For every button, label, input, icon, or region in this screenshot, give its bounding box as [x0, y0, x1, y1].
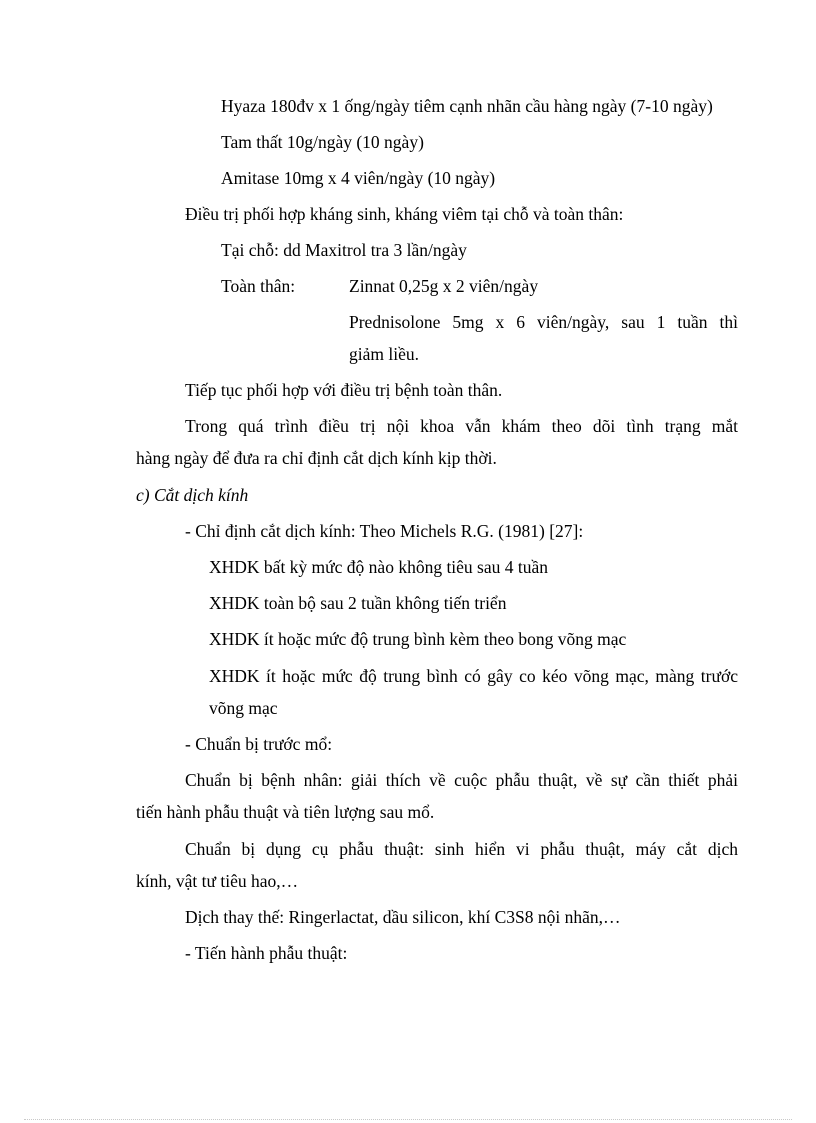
indication-item-3: XHDK ít hoặc mức độ trung bình kèm theo bong võng mạc — [209, 629, 627, 649]
patient-prep-line1: Chuẩn bị bệnh nhân: giải thích về cuộc phẫu thuật, về sự cần thiết phải — [185, 770, 738, 790]
treatment-line-hyaza: Hyaza 180đv x 1 ống/ngày tiêm cạnh nhãn cầu hàng ngày (7-10 ngày) — [221, 96, 713, 116]
surgery-procedure-heading: - Tiến hành phẫu thuật: — [185, 943, 348, 963]
indication-item-2: XHDK toàn bộ sau 2 tuần không tiến triển — [209, 593, 507, 613]
indication-heading: - Chỉ định cắt dịch kính: Theo Michels R.G. (1981) [27]: — [185, 521, 584, 541]
instrument-prep-line2: kính, vật tư tiêu hao,… — [136, 871, 299, 891]
page-bottom-divider — [24, 1119, 792, 1120]
indication-item-4-line2: võng mạc — [209, 698, 278, 718]
monitoring-paragraph-line1: Trong quá trình điều trị nội khoa vẫn khám theo dõi tình trạng mắt — [185, 416, 738, 436]
systemic-prednisolone-line: Prednisolone 5mg x 6 viên/ngày, sau 1 tuần thì — [349, 312, 738, 332]
instrument-prep-line1: Chuẩn bị dụng cụ phẫu thuật: sinh hiển vi phẫu thuật, máy cắt dịch — [185, 839, 738, 859]
patient-prep-line2: tiến hành phẫu thuật và tiên lượng sau mổ. — [136, 802, 435, 822]
treatment-line-tam-that: Tam thất 10g/ngày (10 ngày) — [221, 132, 424, 152]
indication-item-4-line1: XHDK ít hoặc mức độ trung bình có gây co kéo võng mạc, màng trước — [209, 666, 738, 686]
continue-systemic-paragraph: Tiếp tục phối hợp với điều trị bệnh toàn thân. — [185, 380, 503, 400]
systemic-label: Toàn thân: — [221, 276, 296, 296]
combined-treatment-heading: Điều trị phối hợp kháng sinh, kháng viêm tại chỗ và toàn thân: — [185, 204, 624, 224]
treatment-line-amitase: Amitase 10mg x 4 viên/ngày (10 ngày) — [221, 168, 496, 188]
section-heading-vitrectomy: c) Cắt dịch kính — [136, 485, 249, 505]
indication-item-1: XHDK bất kỳ mức độ nào không tiêu sau 4 tuần — [209, 557, 549, 577]
replacement-fluid-line: Dịch thay thế: Ringerlactat, dầu silicon, khí C3S8 nội nhãn,… — [185, 907, 621, 927]
systemic-zinnat-line: Zinnat 0,25g x 2 viên/ngày — [349, 276, 539, 296]
local-treatment-line: Tại chỗ: dd Maxitrol tra 3 lần/ngày — [221, 240, 467, 260]
preop-heading: - Chuẩn bị trước mổ: — [185, 734, 333, 754]
monitoring-paragraph-line2: hàng ngày để đưa ra chỉ định cắt dịch kính kịp thời. — [136, 448, 497, 468]
systemic-prednisolone-continuation: giảm liều. — [349, 344, 419, 364]
